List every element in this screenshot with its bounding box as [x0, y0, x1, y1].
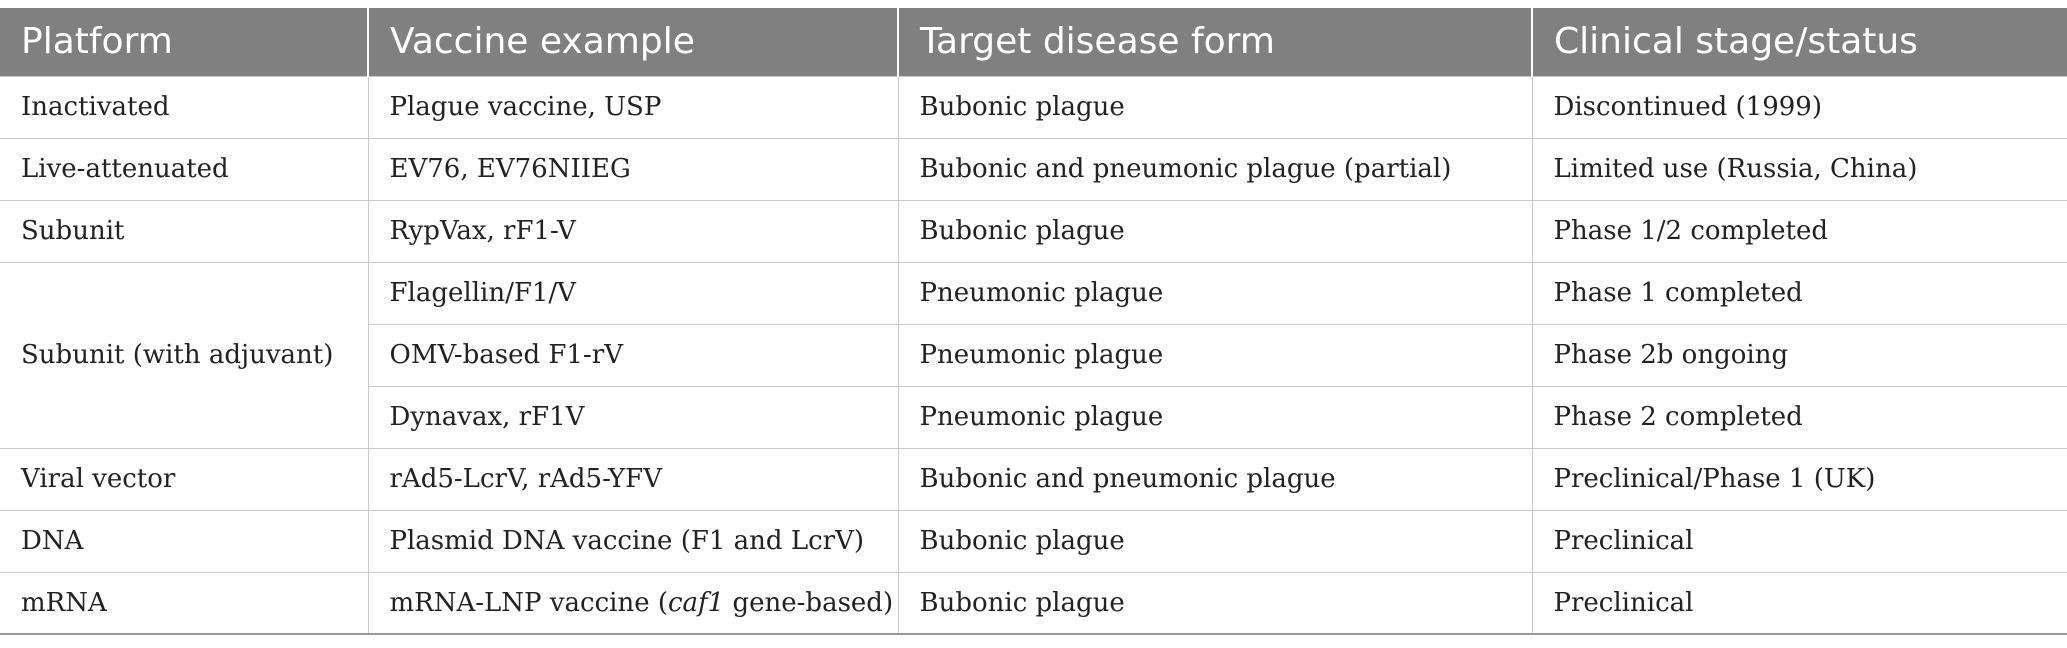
table-row — [0, 572, 2067, 634]
cell-platform: mRNA — [0, 572, 368, 634]
table-row — [0, 76, 2067, 138]
cell-clinical-stage: Preclinical — [1532, 510, 2067, 572]
cell-vaccine-example: RypVax, rF1-V — [368, 200, 898, 262]
cell-clinical-stage: Phase 1 completed — [1532, 262, 2067, 324]
cell-target-disease: Bubonic plague — [898, 76, 1532, 138]
table-row — [0, 200, 2067, 262]
header-target-disease-form: Target disease form — [898, 8, 1532, 76]
gene-name-italic: caf1 — [667, 587, 725, 618]
table-header — [0, 8, 2067, 76]
cell-vaccine-example: OMV-based F1-rV — [368, 324, 898, 386]
cell-platform: Subunit — [0, 200, 368, 262]
cell-target-disease: Pneumonic plague — [898, 262, 1532, 324]
header-row — [0, 8, 2067, 76]
table-row — [0, 448, 2067, 510]
cell-clinical-stage: Discontinued (1999) — [1532, 76, 2067, 138]
cell-platform: DNA — [0, 510, 368, 572]
vaccine-platform-table — [0, 8, 2067, 635]
cell-clinical-stage: Limited use (Russia, China) — [1532, 138, 2067, 200]
example-text-pre: mRNA-LNP vaccine ( — [389, 587, 668, 618]
cell-vaccine-example: Flagellin/F1/V — [368, 262, 898, 324]
table-body — [0, 76, 2067, 634]
cell-clinical-stage: Preclinical/Phase 1 (UK) — [1532, 448, 2067, 510]
cell-vaccine-example: Dynavax, rF1V — [368, 386, 898, 448]
cell-vaccine-example: Plasmid DNA vaccine (F1 and LcrV) — [368, 510, 898, 572]
cell-target-disease: Pneumonic plague — [898, 324, 1532, 386]
cell-platform-merged: Subunit (with adjuvant) — [0, 262, 368, 448]
table-row — [0, 262, 2067, 324]
cell-clinical-stage: Phase 1/2 completed — [1532, 200, 2067, 262]
example-text-post: gene-based) — [724, 587, 894, 618]
cell-vaccine-example: EV76, EV76NIIEG — [368, 138, 898, 200]
cell-clinical-stage: Phase 2 completed — [1532, 386, 2067, 448]
cell-platform: Viral vector — [0, 448, 368, 510]
cell-target-disease: Bubonic and pneumonic plague — [898, 448, 1532, 510]
table-row — [0, 510, 2067, 572]
cell-vaccine-example: Plague vaccine, USP — [368, 76, 898, 138]
header-vaccine-example: Vaccine example — [368, 8, 898, 76]
cell-clinical-stage: Phase 2b ongoing — [1532, 324, 2067, 386]
cell-platform: Live-attenuated — [0, 138, 368, 200]
table-row — [0, 138, 2067, 200]
cell-vaccine-example: rAd5-LcrV, rAd5-YFV — [368, 448, 898, 510]
cell-target-disease: Pneumonic plague — [898, 386, 1532, 448]
cell-platform: Inactivated — [0, 76, 368, 138]
cell-target-disease: Bubonic plague — [898, 572, 1532, 634]
header-clinical-stage: Clinical stage/status — [1532, 8, 2067, 76]
cell-target-disease: Bubonic and pneumonic plague (partial) — [898, 138, 1532, 200]
cell-clinical-stage: Preclinical — [1532, 572, 2067, 634]
cell-vaccine-example — [368, 572, 898, 634]
cell-target-disease: Bubonic plague — [898, 200, 1532, 262]
cell-target-disease: Bubonic plague — [898, 510, 1532, 572]
header-platform: Platform — [0, 8, 368, 76]
